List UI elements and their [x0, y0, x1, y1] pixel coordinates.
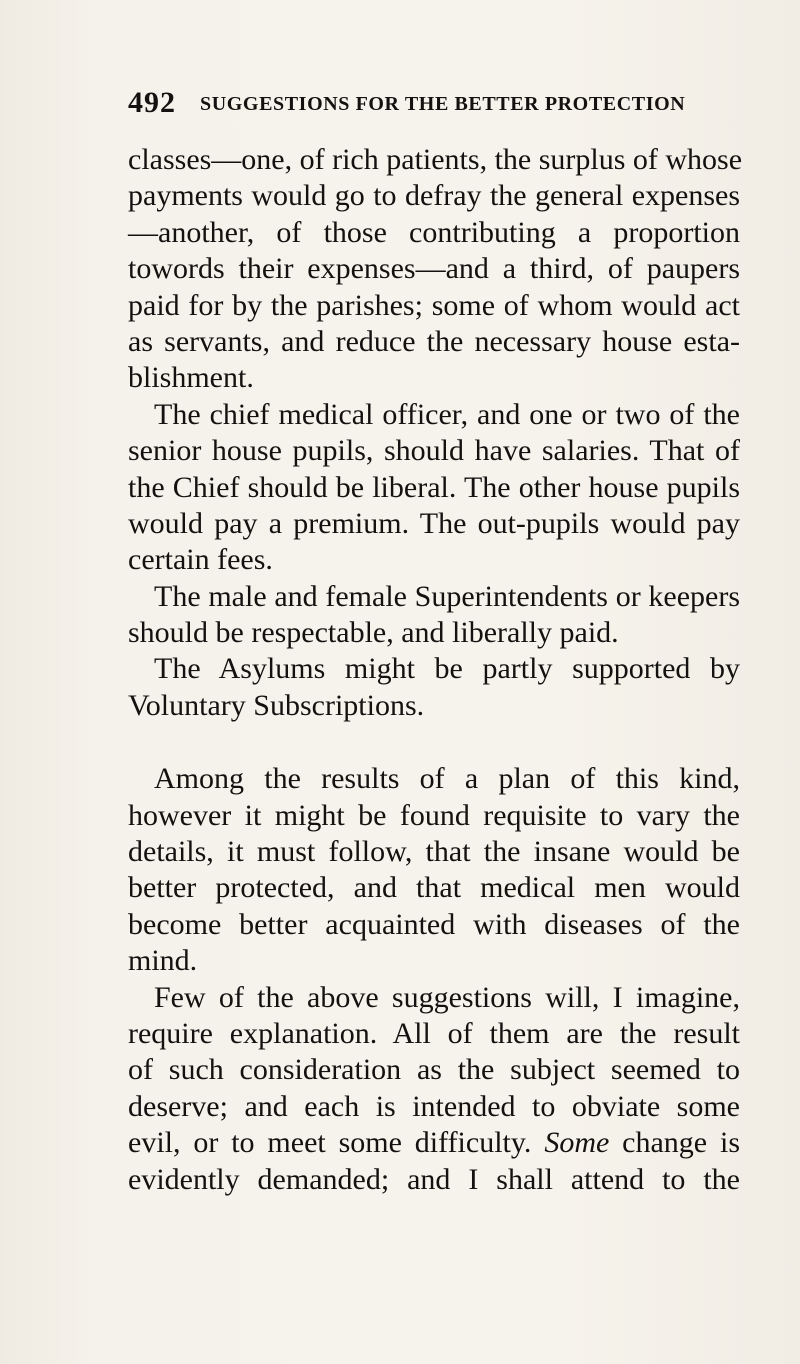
running-header: [128, 86, 688, 122]
page-number: 492: [128, 86, 176, 119]
text-line: of such consideration as the subject seemed to: [128, 1053, 740, 1087]
text-line: deserve; and each is intended to obviate some: [128, 1089, 740, 1123]
paragraph-gap: [128, 724, 740, 761]
text-line: Voluntary Subscriptions.: [128, 688, 425, 722]
text-line: The chief medical officer, and one or two of the: [154, 397, 740, 431]
text-line: certain fees.: [128, 543, 273, 577]
text-line: classes—one, of rich patients, the surplus of whose: [128, 143, 743, 176]
text-line-mixed: [128, 1125, 740, 1161]
text-line: details, it must follow, that the insane would be: [128, 835, 740, 869]
text-line: mind.: [128, 944, 198, 978]
text-line: however it might be found requisite to vary the: [128, 798, 740, 832]
text-line: require explanation. All of them are the result: [128, 1016, 740, 1050]
text-line: as servants, and reduce the necessary house esta-: [128, 324, 740, 358]
text-line: towords their expenses—and a third, of paupers: [128, 252, 740, 286]
text-line: senior house pupils, should have salaries. That of: [128, 434, 740, 468]
text-line: the Chief should be liberal. The other house pupils: [128, 470, 740, 504]
text-line: paid for by the parishes; some of whom would act: [128, 288, 740, 322]
running-title: SUGGESTIONS FOR THE BETTER PROTECTION: [200, 93, 686, 115]
text-segment: change is: [622, 1126, 740, 1160]
emphasis-text: Some: [544, 1126, 610, 1160]
text-line: —another, of those contributing a proportion: [128, 215, 740, 249]
text-line: The male and female Superintendents or keepers: [154, 579, 740, 613]
text-line: should be respectable, and liberally paid.: [128, 616, 619, 650]
body-text: [128, 142, 743, 1198]
text-line: blishment.: [128, 361, 254, 395]
text-line: evidently demanded; and I shall attend to the: [128, 1162, 740, 1196]
text-line: Among the results of a plan of this kind,: [154, 762, 740, 796]
text-line: payments would go to defray the general expenses: [128, 179, 740, 213]
text-line: become better acquainted with diseases of the: [128, 907, 740, 941]
text-line: The Asylums might be partly supported by: [154, 652, 740, 686]
text-segment: evil, or to meet some difficulty.: [128, 1126, 532, 1160]
text-line: better protected, and that medical men would: [128, 871, 740, 905]
text-line: Few of the above suggestions will, I imagine,: [154, 980, 740, 1014]
text-line: would pay a premium. The out-pupils would pay: [128, 506, 740, 540]
